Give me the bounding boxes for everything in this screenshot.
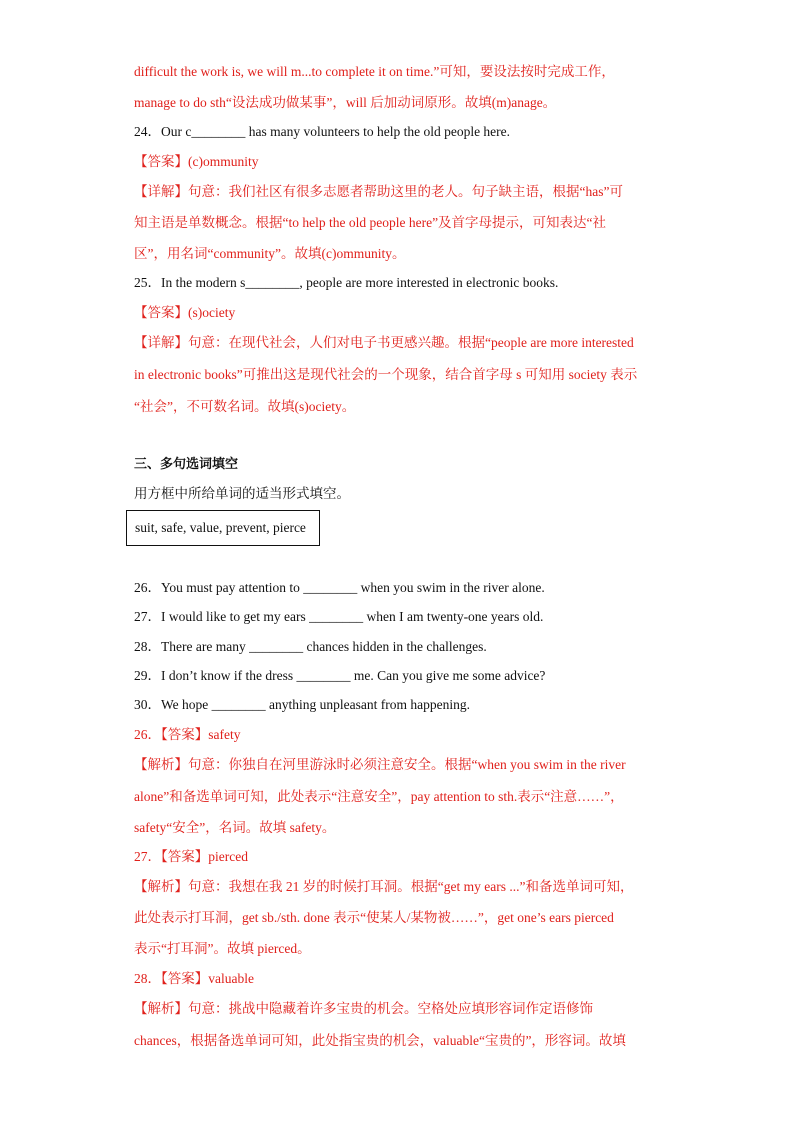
question-26: 26．You must pay attention to ________ when you swim in the river alone. <box>134 580 545 595</box>
explanation-line: alone”和备选单词可知，此处表示“注意安全”，pay attention to sth.表示“注意……”， <box>134 789 624 804</box>
explanation-line: “社会”，不可数名词。故填(s)ociety。 <box>134 399 356 414</box>
section-instruction: 用方框中所给单词的适当形式填空。 <box>134 486 350 501</box>
question-25: 25．In the modern s________, people are more interested in electronic books. <box>134 275 559 290</box>
question-24: 24．Our c________ has many volunteers to help the old people here. <box>134 124 511 139</box>
section-title: 三、多句选词填空 <box>134 457 239 472</box>
answer-24: 【答案】(c)ommunity <box>134 154 259 169</box>
explanation-line: 知主语是单数概念。根据“to help the old people here”及首字母提示，可知表达“社 <box>134 215 607 230</box>
answer-25: 【答案】(s)ociety <box>134 305 236 320</box>
explanation-line: 【解析】句意：你独自在河里游泳时必须注意安全。根据“when you swim in the river <box>134 757 626 772</box>
word-box-text: suit, safe, value, prevent, pierce <box>135 520 306 535</box>
explanation-line: difficult the work is, we will m...to complete it on time.”可知，要设法按时完成工作， <box>134 64 615 79</box>
answer-27: 27．【答案】pierced <box>134 849 248 864</box>
explanation-line: chances，根据备选单词可知，此处指宝贵的机会，valuable“宝贵的”，形容词。故填 <box>134 1033 626 1048</box>
explanation-line: safety“安全”，名词。故填 safety。 <box>134 820 336 835</box>
explanation-line: in electronic books”可推出这是现代社会的一个现象，结合首字母 s 可知用 society 表示 <box>134 367 638 382</box>
answer-26: 26．【答案】safety <box>134 727 241 742</box>
explanation-line: 表示“打耳洞”。故填 pierced。 <box>134 941 311 956</box>
explanation-line: 【详解】句意：我们社区有很多志愿者帮助这里的老人。句子缺主语，根据“has”可 <box>134 184 623 199</box>
explanation-line: manage to do sth“设法成功做某事”，will 后加动词原形。故填(m)anage。 <box>134 95 557 110</box>
explanation-line: 【解析】句意：挑战中隐藏着许多宝贵的机会。空格处应填形容词作定语修饰 <box>134 1001 593 1016</box>
answer-28: 28．【答案】valuable <box>134 971 254 986</box>
word-box <box>126 510 320 546</box>
question-30: 30．We hope ________ anything unpleasant from happening. <box>134 697 470 712</box>
explanation-line: 区”，用名词“community”。故填(c)ommunity。 <box>134 246 406 261</box>
explanation-line: 【详解】句意：在现代社会，人们对电子书更感兴趣。根据“people are more interested <box>134 335 634 350</box>
explanation-line: 【解析】句意：我想在我 21 岁的时候打耳洞。根据“get my ears ...”和备选单词可知， <box>134 879 634 894</box>
question-27: 27．I would like to get my ears ________ when I am twenty-one years old. <box>134 609 544 624</box>
question-29: 29．I don’t know if the dress ________ me. Can you give me some advice? <box>134 668 546 683</box>
explanation-line: 此处表示打耳洞，get sb./sth. done 表示“使某人/某物被……”，get one’s ears pierced <box>134 910 614 925</box>
question-28: 28．There are many ________ chances hidden in the challenges. <box>134 639 487 654</box>
